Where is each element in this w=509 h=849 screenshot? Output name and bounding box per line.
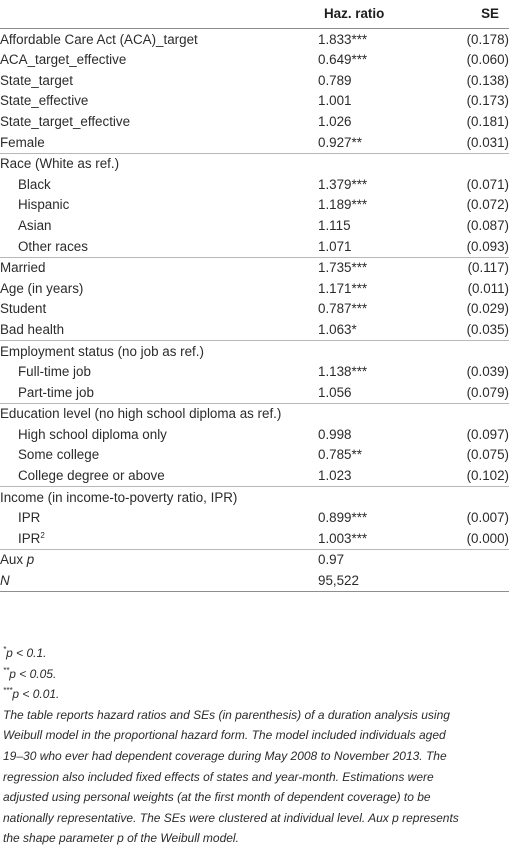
se-cell: (0.007) [466, 510, 509, 526]
hazard-ratio-cell: 1.001 [318, 93, 352, 109]
table-row [0, 528, 509, 549]
se-cell: (0.075) [466, 447, 509, 463]
row-label-text: Income (in income-to-poverty ratio, IPR) [0, 489, 238, 505]
table-row [0, 91, 509, 112]
table-row [0, 70, 509, 91]
hazard-ratio-cell: 0.899*** [318, 510, 368, 526]
hazard-ratio-cell [318, 403, 438, 424]
row-label-italic: N [0, 573, 10, 589]
hazard-ratio-cell: 0.789 [318, 72, 352, 88]
table-row [0, 570, 509, 591]
row-label [0, 340, 318, 361]
row-label [0, 424, 318, 445]
row-label-text: High school diploma only [18, 426, 167, 442]
se-cell [438, 487, 509, 508]
table-row [0, 111, 509, 132]
row-label [0, 403, 318, 424]
se-cell: (0.000) [466, 530, 509, 546]
se-cell: (0.102) [466, 468, 509, 484]
hazard-ratio-cell: 1.063* [318, 321, 357, 337]
note-line: adjusted using personal weights (at the first month of dependent coverage) to be [3, 790, 431, 805]
hazard-ratio-cell: 1.071 [318, 238, 352, 254]
row-label-text: State_effective [0, 93, 89, 109]
table-row [0, 382, 509, 403]
row-label-text: ACA_target_effective [0, 52, 127, 68]
hazard-ratio-cell: 0.785** [318, 447, 362, 463]
table-row [0, 465, 509, 486]
row-label [0, 445, 318, 466]
hazard-ratio-cell: 0.927** [318, 134, 362, 150]
row-label [0, 487, 318, 508]
header-variable [0, 0, 318, 29]
se-cell: (0.060) [466, 52, 509, 68]
se-cell: (0.173) [466, 93, 509, 109]
row-label-text: Affordable Care Act (ACA)_target [0, 31, 198, 47]
table-row [0, 215, 509, 236]
row-label [0, 528, 318, 549]
row-label-text: Age (in years) [0, 280, 84, 296]
note-line: regression also included fixed effects of states and year-month. Estimations were [3, 769, 434, 784]
table-row [0, 549, 509, 570]
table-row [0, 236, 509, 257]
footnote-p001 [3, 684, 503, 705]
footnote-text: p < 0.1. [6, 646, 47, 660]
row-label [0, 50, 318, 71]
row-label [0, 508, 318, 529]
se-cell: (0.097) [466, 426, 509, 442]
table-row [0, 487, 509, 508]
row-label-text: Bad health [0, 321, 65, 337]
table-header-row [0, 0, 509, 29]
se-cell [438, 570, 509, 591]
row-label-text: Asian [18, 217, 52, 233]
se-cell: (0.138) [466, 72, 509, 88]
se-cell: (0.181) [466, 113, 509, 129]
row-label [0, 236, 318, 257]
hazard-ratio-cell: 0.787*** [318, 301, 368, 317]
row-label [0, 549, 318, 570]
se-cell: (0.035) [466, 321, 509, 337]
table-row [0, 174, 509, 195]
table-row [0, 299, 509, 320]
note-line: The table reports hazard ratios and SEs (in parenthesis) of a duration analysis using [3, 707, 450, 722]
table-row [0, 508, 509, 529]
note-line: Weibull model in the proportional hazard form. The model included individuals aged [3, 728, 446, 743]
hazard-ratio-cell: 1.379*** [318, 176, 368, 192]
header-hazard-ratio: Haz. ratio [324, 6, 385, 22]
footnote-mark: ** [3, 665, 10, 675]
hazard-ratio-cell: 0.97 [318, 549, 438, 570]
table-row [0, 257, 509, 278]
row-label-text: Married [0, 260, 46, 276]
row-label [0, 111, 318, 132]
se-cell [438, 340, 509, 361]
row-label [0, 91, 318, 112]
footnote-mark: *** [3, 686, 13, 696]
table-row [0, 424, 509, 445]
hazard-ratio-cell: 1.833*** [318, 29, 438, 50]
row-label [0, 465, 318, 486]
hazard-ratio-cell: 95,522 [318, 570, 438, 591]
hazard-ratio-cell: 1.056 [318, 384, 352, 400]
se-cell: (0.029) [466, 301, 509, 317]
note-line: the shape parameter p of the Weibull model. [3, 831, 239, 846]
se-cell: (0.079) [466, 384, 509, 400]
se-cell [438, 153, 509, 174]
row-label-italic: p [26, 552, 35, 568]
row-label [0, 195, 318, 216]
hazard-ratio-cell [318, 153, 438, 174]
se-cell: (0.087) [466, 217, 509, 233]
row-label [0, 29, 318, 50]
table-row [0, 195, 509, 216]
row-label-text: Some college [18, 447, 100, 463]
row-label-superscript: 2 [40, 530, 45, 540]
row-label [0, 319, 318, 340]
hazard-ratio-cell: 1.026 [318, 113, 352, 129]
row-label [0, 70, 318, 91]
table-row [0, 278, 509, 299]
row-label-text: State_target [0, 72, 73, 88]
row-label [0, 299, 318, 320]
se-cell: (0.117) [438, 257, 509, 278]
row-label-text: Full-time job [18, 364, 91, 380]
table-row [0, 340, 509, 361]
hazard-ratio-cell: 1.003*** [318, 530, 368, 546]
footnote-text: p < 0.01. [12, 687, 60, 702]
row-label [0, 215, 318, 236]
table-row [0, 445, 509, 466]
hazard-ratio-cell: 1.171*** [318, 280, 368, 296]
table-row [0, 50, 509, 71]
footnote-mark: * [3, 645, 7, 654]
se-cell: (0.039) [466, 364, 509, 380]
row-label-text: College degree or above [18, 468, 165, 484]
hazard-ratio-cell: 1.023 [318, 468, 352, 484]
hazard-ratio-cell: 1.138*** [318, 364, 368, 380]
se-cell: (0.031) [466, 134, 509, 150]
table-row [0, 362, 509, 383]
table-body [0, 29, 509, 592]
hazard-ratio-cell: 1.115 [318, 217, 351, 233]
header-se: SE [481, 6, 499, 22]
hazard-ratio-cell: 0.649*** [318, 52, 368, 68]
row-label-text: Black [18, 176, 51, 192]
row-label-text: Employment status (no job as ref.) [0, 343, 204, 359]
table-row [0, 403, 509, 424]
table-row [0, 319, 509, 340]
row-label-text: Student [0, 301, 47, 317]
row-label [0, 153, 318, 174]
table-row [0, 132, 509, 153]
row-label-text: IPR [18, 530, 41, 546]
row-label-text: IPR [18, 510, 41, 526]
table-row [0, 29, 509, 50]
row-label [0, 362, 318, 383]
note-line: 19–30 who ever had dependent coverage during May 2008 to November 2013. The [3, 748, 447, 763]
se-cell: (0.093) [466, 238, 509, 254]
se-cell: (0.011) [467, 280, 509, 296]
se-cell: (0.178) [438, 29, 509, 50]
row-label [0, 174, 318, 195]
row-label-text: State_target_effective [0, 113, 131, 129]
se-cell: (0.072) [466, 197, 509, 213]
hazard-ratio-cell: 1.735*** [318, 257, 438, 278]
se-cell [438, 403, 509, 424]
row-label-text: Female [0, 134, 45, 150]
hazard-ratio-cell [318, 340, 438, 361]
se-cell [438, 549, 509, 570]
note-line: nationally representative. The SEs were clustered at individual level. Aux p represents [3, 810, 459, 825]
row-label [0, 132, 318, 153]
row-label [0, 278, 318, 299]
table-footnotes [3, 643, 503, 849]
table-row [0, 153, 509, 174]
footnote-text: p < 0.05. [9, 666, 57, 681]
row-label-text: Part-time job [18, 384, 94, 400]
row-label [0, 570, 318, 591]
footnote-p01 [3, 643, 503, 664]
row-label-text: Aux [0, 552, 27, 568]
hazard-ratio-cell: 0.998 [318, 426, 352, 442]
row-label-text: Hispanic [18, 197, 70, 213]
se-cell: (0.071) [466, 176, 509, 192]
row-label-text: Education level (no high school diploma as ref.) [0, 406, 282, 422]
table-note [3, 705, 503, 849]
hazard-ratio-cell [318, 487, 438, 508]
footnote-p005 [3, 664, 503, 685]
hazard-ratio-cell: 1.189*** [318, 197, 368, 213]
row-label-text: Other races [18, 238, 88, 254]
row-label [0, 382, 318, 403]
row-label [0, 257, 318, 278]
row-label-text: Race (White as ref.) [0, 156, 120, 172]
